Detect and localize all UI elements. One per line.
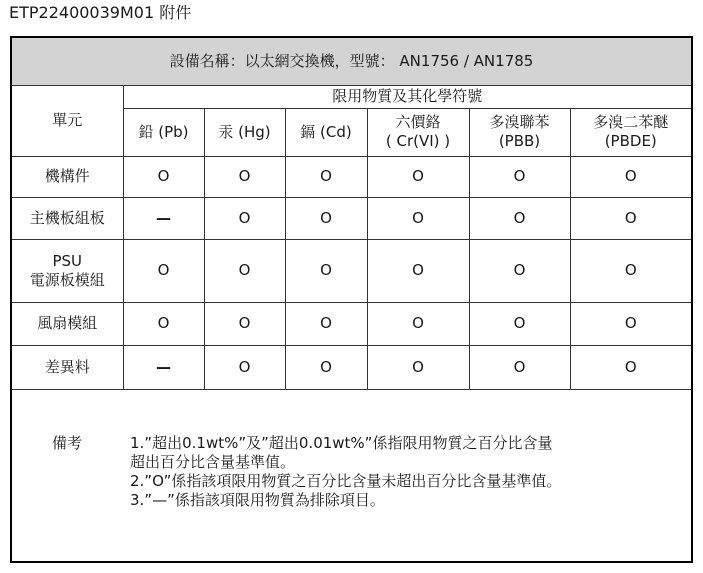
mark-cell [469,302,570,345]
equipment-title: 設備名稱：以太網交換機，型號： AN1756 / AN1785 [12,38,691,85]
compliant-mark: O [513,167,526,185]
unit-name: 機構件 [44,167,90,185]
exempt-mark: — [156,357,171,376]
mark-cell [123,197,204,239]
compliant-mark: O [412,357,424,376]
mark-cell [204,239,285,302]
mark-cell [285,239,367,302]
unit-cell [12,302,123,345]
rohs-declaration-frame [10,36,693,563]
mark-cell [367,345,469,389]
unit-name-line2: 電源板模組 [29,270,105,289]
mark-cell [285,302,367,345]
mark-cell [570,197,691,239]
unit-cell [12,156,123,197]
substance-header-0 [123,108,204,156]
mark-cell [469,345,570,389]
compliant-mark: O [513,261,526,279]
substance-name: 汞 (Hg) [218,122,271,141]
note-line: 3.”—”係指該項限用物質為排除項目。 [130,491,385,509]
compliant-mark: O [624,357,637,376]
unit-cell [12,197,123,239]
substance-header-2 [285,108,367,156]
substance-header-4 [469,108,570,156]
mark-cell [469,197,570,239]
mark-cell [123,302,204,345]
document-id: ETP22400039M01 附件 [9,3,192,22]
mark-cell [285,197,367,239]
table-row [12,239,691,302]
unit-header: 單元 [12,85,123,156]
mark-cell [469,239,570,302]
table-row [12,345,691,389]
compliant-mark: O [320,208,332,227]
mark-cell [285,345,367,389]
substance-name: 鎘 (Cd) [300,122,352,141]
restricted-substances-table [12,38,691,390]
compliant-mark: O [412,167,424,185]
substance-symbol: (PBB) [498,132,541,150]
mark-cell [123,239,204,302]
mark-cell [469,156,570,197]
compliant-mark: O [320,314,332,332]
compliant-mark: O [513,357,526,376]
table-row [12,156,691,197]
note-line: 超出百分比含量基準值。 [130,453,296,471]
table-row [12,302,691,345]
unit-cell [12,239,123,302]
compliant-mark: O [412,314,424,332]
mark-cell [367,302,469,345]
substance-name: 多溴二苯醚 [593,113,669,131]
mark-cell [204,345,285,389]
notes-list [130,434,561,510]
compliant-mark: O [624,314,637,332]
compliant-mark: O [320,357,332,376]
compliant-mark: O [238,167,251,185]
mark-cell [204,197,285,239]
substance-name: 六價鉻 [395,113,441,131]
compliant-mark: O [412,261,424,279]
unit-cell [12,345,123,389]
note-line: 2.”O”係指該項限用物質之百分比含量未超出百分比含量基準值。 [130,472,562,490]
compliant-mark: O [513,314,526,332]
mark-cell [367,239,469,302]
mark-cell [570,302,691,345]
mark-cell [570,239,691,302]
compliant-mark: O [157,261,170,279]
substance-name: 鉛 (Pb) [138,122,189,141]
unit-name: 風扇模組 [37,314,98,332]
compliant-mark: O [157,314,170,332]
mark-cell [204,156,285,197]
compliant-mark: O [320,167,332,185]
compliant-mark: O [624,261,637,279]
compliant-mark: O [238,314,251,332]
exempt-mark: — [156,208,171,227]
substances-group-header: 限用物質及其化學符號 [123,85,691,108]
mark-cell [570,345,691,389]
mark-cell [367,156,469,197]
unit-name: 主機板組板 [29,208,105,227]
compliant-mark: O [624,167,637,185]
compliant-mark: O [320,261,332,279]
mark-cell [123,156,204,197]
mark-cell [204,302,285,345]
unit-name: 差異料 [44,357,90,376]
substance-symbol: (PBDE) [604,132,657,150]
mark-cell [285,156,367,197]
mark-cell [123,345,204,389]
substance-header-1 [204,108,285,156]
substance-symbol: ( Cr(VI) ) [385,132,451,150]
unit-name: PSU [52,251,83,270]
compliant-mark: O [412,208,424,227]
compliant-mark: O [624,208,637,227]
mark-cell [570,156,691,197]
mark-cell [367,197,469,239]
substance-header-3 [367,108,469,156]
notes-section [12,390,691,561]
compliant-mark: O [513,208,526,227]
table-row [12,197,691,239]
notes-label: 備考 [52,434,83,452]
note-line: 1.”超出0.1wt%”及”超出0.01wt%”係指限用物質之百分比含量 [130,434,553,452]
compliant-mark: O [157,167,170,185]
compliant-mark: O [238,357,251,376]
substance-name: 多溴聯苯 [489,113,550,131]
compliant-mark: O [238,261,251,279]
compliant-mark: O [238,208,251,227]
substance-header-5 [570,108,691,156]
